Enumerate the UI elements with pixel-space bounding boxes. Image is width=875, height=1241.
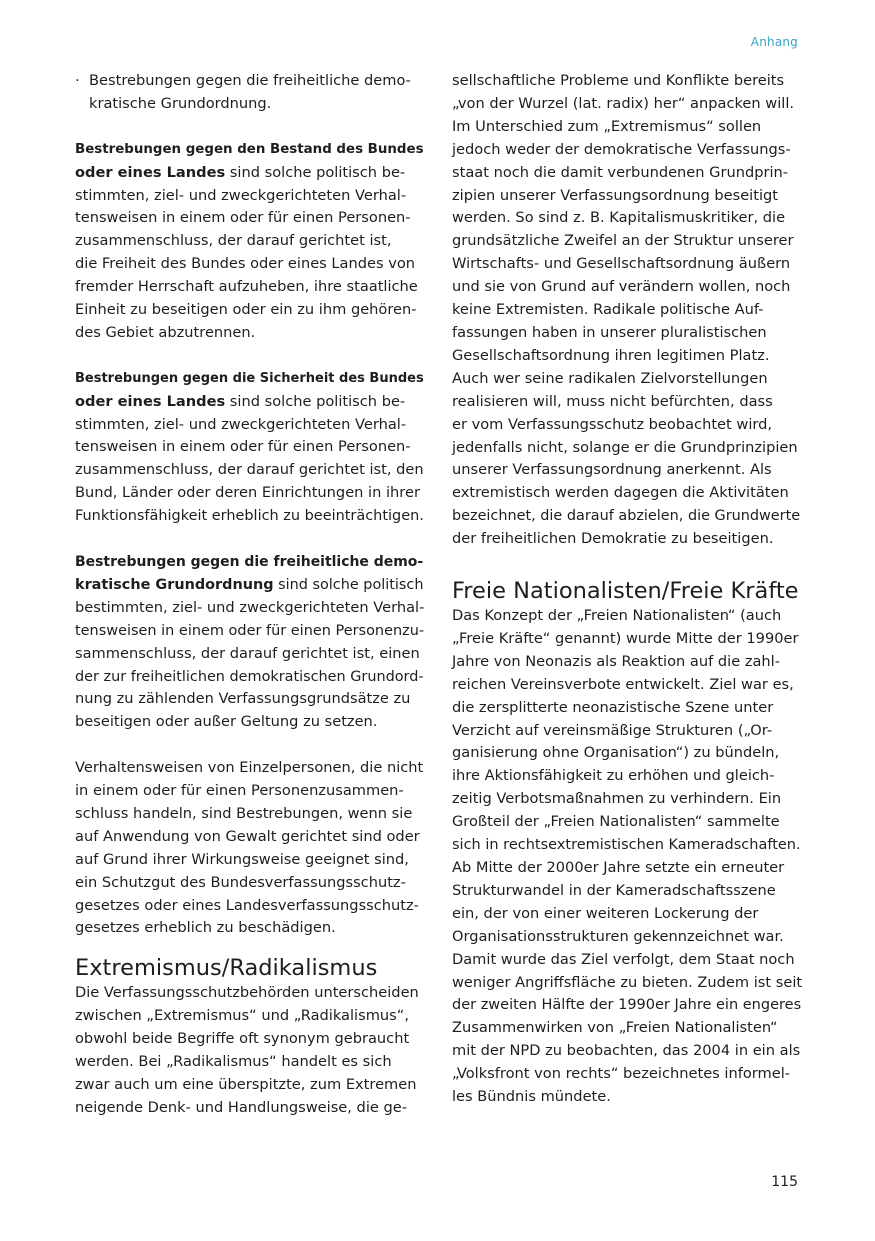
text-line: Damit wurde das Ziel verfolgt, dem Staat noch [452,950,795,968]
text-line: Zusammenwirken von „Freien Nationalisten“ [452,1019,778,1037]
text-line: Verhaltensweisen von Einzelpersonen, die nicht [75,759,424,777]
text-line: der zweiten Hälfte der 1990er Jahre ein engeres [452,997,802,1014]
text-line: Die Verfassungsschutzbehörden unterscheiden [75,984,419,1002]
text-line: keine Extremisten. Radikale politische Auf- [452,301,764,319]
text-line: beseitigen oder außer Geltung zu setzen. [75,713,378,731]
text-line: sellschaftliche Probleme und Konflikte bereits [452,72,785,89]
text-line: staat noch die damit verbundenen Grundprin- [452,163,789,181]
text-line: „von der Wurzel (lat. radix) her“ anpacken will. [452,94,795,112]
bold-term-line: Bestrebungen gegen die freiheitliche demo- [75,553,424,570]
paragraph-bestand [75,139,425,345]
text-line: werden. Bei „Radikalismus“ handelt es sich [75,1053,392,1071]
text-line: obwohl beide Begriffe oft synonym gebraucht [75,1030,410,1048]
text-line: Organisationsstrukturen gekennzeichnet war. [452,927,784,945]
text-line: tensweisen in einem oder für einen Personen- [75,438,411,456]
text-line: Ab Mitte der 2000er Jahre setzte ein erneuter [452,859,785,876]
text-line: fassungen haben in unserer pluralistischen [452,323,767,341]
text-line: Jahre von Neonazis als Reaktion auf die zahl- [452,652,780,670]
text-line: zusammenschluss, der darauf gerichtet ist, den [75,461,424,479]
text-line: kratische Grundordnung. [89,94,272,112]
text-line [75,162,425,185]
text-line: Bund, Länder oder deren Einrichtungen in ihrer [75,484,420,502]
section-heading-freie-nationalisten: Freie Nationalisten/Freie Kräfte [452,578,799,605]
text-line [75,391,425,414]
text-span: sind solche politisch [273,576,424,593]
bold-term: oder eines Landes [75,392,226,410]
text-line: neigende Denk- und Handlungsweise, die ge- [75,1098,408,1116]
text-line: und sie von Grund auf verändern wollen, noch [452,278,791,296]
text-line: Gesellschaftsordnung ihren legitimen Platz. [452,346,770,364]
text-line: mit der NPD zu beobachten, das 2004 in ein als [452,1042,801,1060]
text-line: des Gebiet abzutrennen. [75,323,256,341]
text-line: die zersplitterte neonazistische Szene unter [452,698,774,716]
text-line: Im Unterschied zum „Extremismus“ sollen [452,117,762,135]
paragraph-extremismus [75,982,425,1119]
text-line: Großteil der „Freien Nationalisten“ sammelte [452,813,780,831]
text-line: jedoch weder der demokratische Verfassungs- [452,140,791,158]
text-line: „Volksfront von rechts“ bezeichnetes informel- [452,1065,791,1083]
bold-term: kratische Grundordnung [75,576,274,593]
text-line: nung zu zählenden Verfassungsgrundsätze zu [75,690,411,708]
text-line: zeitig Verbotsmaßnahmen zu verhindern. Ein [452,790,782,808]
text-line: zwischen „Extremismus“ und „Radikalismus“, [75,1007,409,1025]
text-line: gesetzes oder eines Landesverfassungsschutz- [75,896,419,914]
paragraph-radikalismus-continued [452,70,802,551]
text-line: ein, der von einer weiteren Lockerung der [452,904,759,922]
text-line: ein Schutzgut des Bundesverfassungsschutz- [75,873,406,891]
bold-term-line: Bestrebungen gegen die Sicherheit des Bundes [75,370,424,386]
text-line: grundsätzliche Zweifel an der Struktur unserer [452,232,794,250]
text-line: Auch wer seine radikalen Zielvorstellungen [452,369,768,387]
section-heading-extremismus: Extremismus/Radikalismus [75,955,378,982]
text-line: reichen Vereinsverbote entwickelt. Ziel war es, [452,675,794,693]
text-line: stimmten, ziel- und zweckgerichteten Verhal- [75,415,407,433]
text-line: Das Konzept der „Freien Nationalisten“ (auch [452,607,782,625]
text-line [75,574,425,597]
text-line: unserer Verfassungsordnung anerkennt. Als [452,461,772,479]
text-line: ihre Aktionsfähigkeit zu erhöhen und gleich- [452,767,775,785]
paragraph-freie-nationalisten [452,605,802,1109]
text-line: Funktionsfähigkeit erheblich zu beeinträchtigen. [75,508,424,525]
left-column [75,70,425,1120]
paragraph-einzelpersonen [75,757,425,940]
bold-term-line: Bestrebungen gegen den Bestand des Bundes [75,141,424,157]
text-line: schluss handeln, sind Bestrebungen, wenn sie [75,804,413,822]
text-line: sich in rechtsextremistischen Kameradschaften. [452,837,801,854]
bullet-line [75,93,425,116]
text-line: in einem oder für einen Personenzusammen- [75,782,404,800]
bullet-line [75,70,425,93]
text-line: gesetzes erheblich zu beschädigen. [75,919,336,937]
right-column [452,70,802,1109]
running-header: Anhang [750,35,798,49]
text-line: zwar auch um eine überspitzte, zum Extremen [75,1076,417,1093]
bullet-marker: · [75,72,80,89]
text-span: sind solche politisch be- [225,392,406,410]
paragraph-fdgo [75,551,425,734]
page-number: 115 [771,1174,798,1190]
text-line: der zur freiheitlichen demokratischen Grundord- [75,668,424,685]
text-line: Strukturwandel in der Kameradschaftsszene [452,881,776,899]
paragraph-sicherheit [75,368,425,528]
text-line: auf Anwendung von Gewalt gerichtet sind oder [75,827,420,845]
text-span: sind solche politisch be- [225,163,406,181]
text-line: Wirtschafts- und Gesellschaftsordnung äußern [452,255,791,273]
text-line: „Freie Kräfte“ genannt) wurde Mitte der 1990er [452,629,799,647]
text-line: sammenschluss, der darauf gerichtet ist, einen [75,644,420,662]
text-line: zipien unserer Verfassungsordnung beseitigt [452,186,778,204]
bullet-list-item [75,70,425,116]
text-line: realisieren will, muss nicht befürchten, dass [452,392,773,410]
text-line: jedenfalls nicht, solange er die Grundprinzipien [452,438,798,456]
bold-term: oder eines Landes [75,163,226,181]
text-line: bezeichnet, die darauf abzielen, die Grundwerte [452,508,801,525]
text-line: ganisierung ohne Organisation“) zu bündeln, [452,744,780,762]
text-line: weniger Angriffsfläche zu bieten. Zudem ist seit [452,973,803,991]
text-line: Bestrebungen gegen die freiheitliche demo- [89,72,411,89]
text-line: les Bündnis mündete. [452,1088,611,1106]
text-line: bestimmten, ziel- und zweckgerichteten Verhal- [75,598,425,616]
text-line: der freiheitlichen Demokratie zu beseitigen. [452,530,774,548]
text-line: Verzicht auf vereinsmäßige Strukturen („Or- [452,721,773,739]
text-line: die Freiheit des Bundes oder eines Landes von [75,255,416,273]
text-line: Einheit zu beseitigen oder ein zu ihm gehören- [75,301,417,319]
text-line: werden. So sind z. B. Kapitalismuskritiker, die [452,209,786,227]
text-line: fremder Herrschaft aufzuheben, ihre staatliche [75,278,418,296]
text-line: stimmten, ziel- und zweckgerichteten Verhal- [75,186,407,204]
text-line: zusammenschluss, der darauf gerichtet ist, [75,232,392,250]
text-line: er vom Verfassungsschutz beobachtet wird, [452,415,773,433]
text-line: auf Grund ihrer Wirkungsweise geeignet sind, [75,850,409,868]
text-line: tensweisen in einem oder für einen Personen- [75,209,411,227]
text-line: tensweisen in einem oder für einen Personenzu- [75,622,425,639]
text-line: extremistisch werden dagegen die Aktivitäten [452,484,789,502]
